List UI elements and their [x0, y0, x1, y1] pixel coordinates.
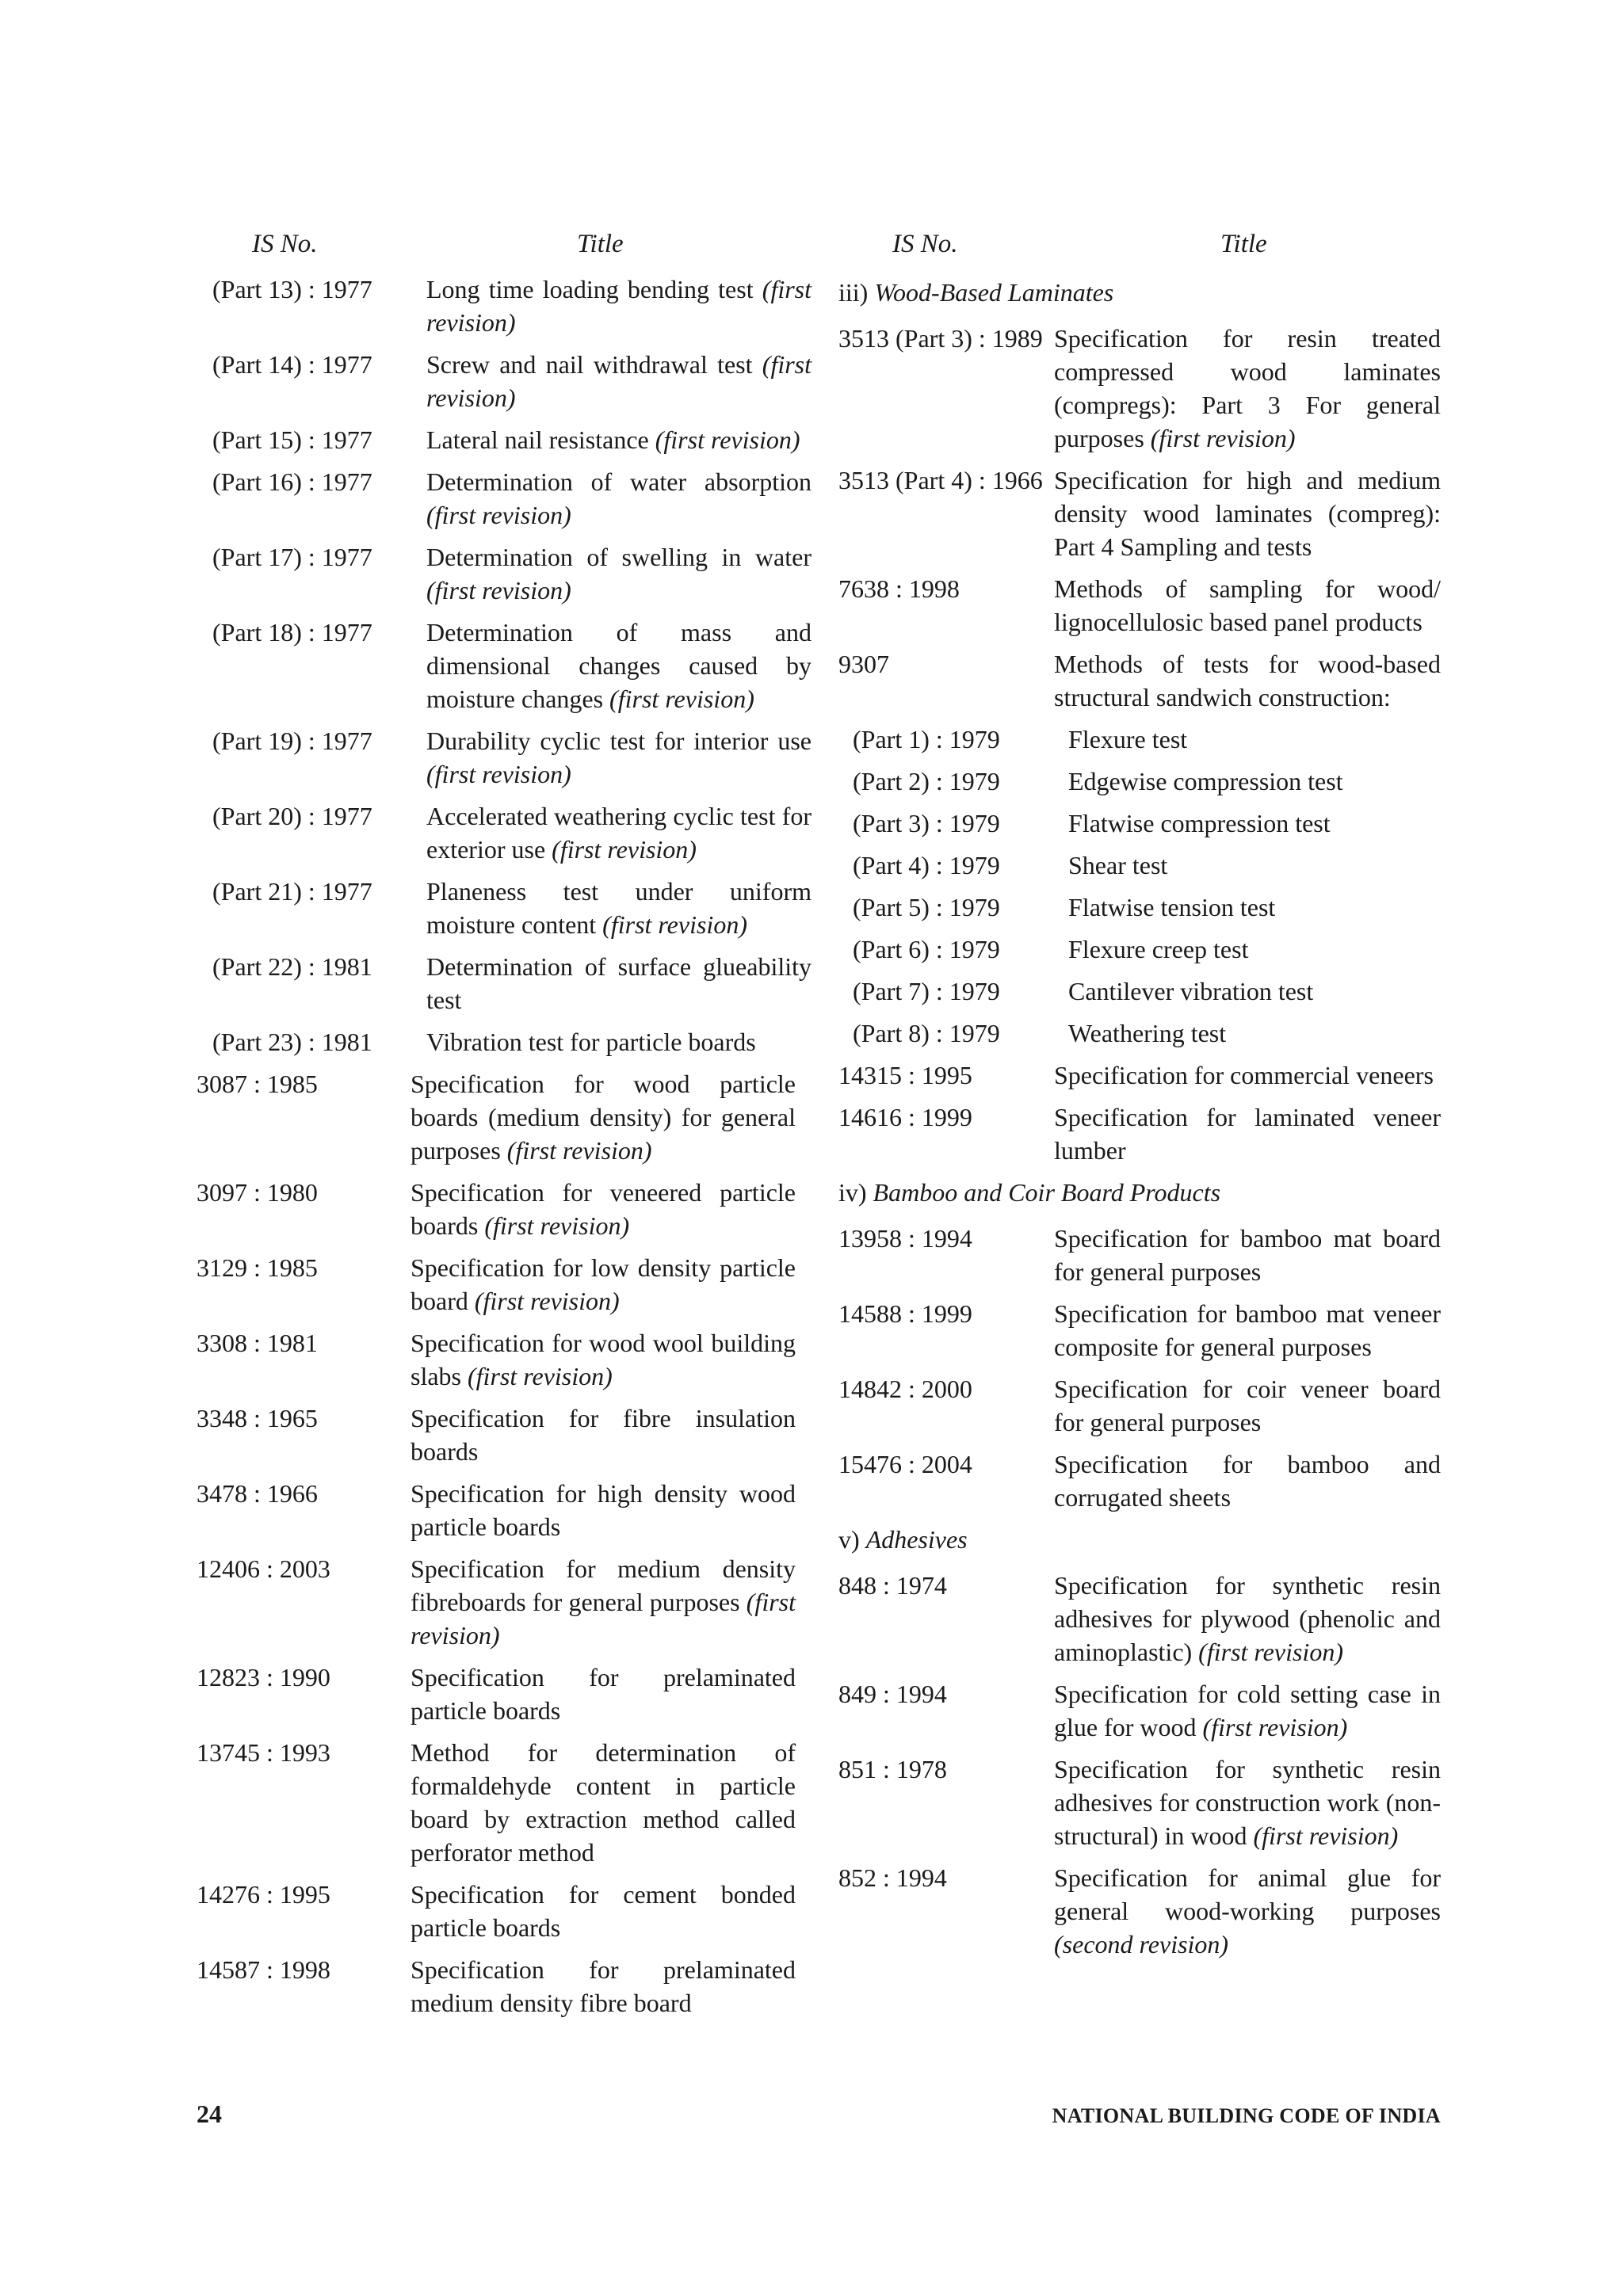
standard-title [1054, 1677, 1441, 1744]
is-number: 14315 : 1995 [838, 1061, 972, 1089]
is-number: (Part 23) : 1981 [212, 1028, 372, 1056]
standard-title-text: Specification for veneered particle boards [411, 1178, 796, 1240]
standard-title-text: Specification for cold setting case in glue for wood [1054, 1680, 1441, 1741]
standard-row [197, 616, 812, 715]
is-number: (Part 2) : 1979 [853, 767, 1000, 795]
standard-title-text: Specification for synthetic resin adhesives for plywood (phenolic and aminoplastic) [1054, 1571, 1441, 1666]
standard-title [1054, 1372, 1441, 1439]
standard-row [197, 875, 812, 941]
right-column [838, 230, 1441, 1970]
standard-row [838, 463, 1441, 563]
standard-title-text: Cantilever vibration test [1068, 977, 1314, 1005]
is-number: 13958 : 1994 [838, 1224, 972, 1253]
standard-title [1054, 322, 1441, 455]
standard-row [197, 1326, 796, 1393]
standard-title-text: Weathering test [1068, 1019, 1227, 1047]
standard-title [411, 1176, 796, 1242]
standard-title-text: Planeness test under uniform moisture content [426, 877, 812, 939]
standard-row [838, 974, 1441, 1008]
standard-row [197, 465, 812, 532]
standard-row [197, 1661, 796, 1727]
standard-title-text: Specification for laminated veneer lumber [1054, 1103, 1441, 1165]
standard-row [197, 423, 800, 456]
standard-title-text: Specification for wood wool building slabs [411, 1329, 796, 1390]
standard-row [838, 1677, 1441, 1744]
standard-title-text: Specification for cement bonded particle boards [411, 1880, 796, 1942]
standard-title [1054, 1861, 1441, 1961]
standard-title [1054, 1569, 1441, 1669]
standard-title [1068, 891, 1455, 924]
standard-title-text: Specification for bamboo mat board for general purposes [1054, 1224, 1441, 1286]
standard-row [197, 273, 812, 339]
standard-title-text: Specification for bamboo and corrugated sheets [1054, 1450, 1441, 1512]
standard-row [197, 724, 812, 791]
standard-title-text: Determination of surface glueability test [426, 952, 812, 1014]
is-number: 3513 (Part 3) : 1989 [838, 324, 1043, 353]
is-number: (Part 17) : 1977 [212, 543, 372, 571]
standard-title-text: Specification for commercial veneers [1054, 1061, 1434, 1089]
standard-title-text: Methods of tests for wood-based structural sandwich construction: [1054, 650, 1441, 711]
standard-title [1068, 723, 1455, 756]
is-number: (Part 14) : 1977 [212, 350, 372, 379]
standard-row [838, 1372, 1441, 1439]
is-number: 14276 : 1995 [197, 1880, 330, 1909]
revision-note: (first revision) [655, 425, 800, 454]
standard-row [838, 1016, 1441, 1050]
standard-row [197, 1953, 796, 2019]
standard-title [411, 1326, 796, 1393]
is-number: 15476 : 2004 [838, 1450, 972, 1478]
standard-title [1054, 1297, 1441, 1363]
is-number: 848 : 1974 [838, 1571, 947, 1600]
standard-title [426, 540, 812, 607]
section-number: iv) [838, 1178, 867, 1207]
standard-row [197, 1552, 796, 1652]
is-number: (Part 3) : 1979 [853, 809, 1000, 837]
standard-title [426, 1025, 812, 1058]
standard-row [197, 1176, 796, 1242]
standard-row [838, 1861, 1441, 1961]
revision-note: (first revision) [474, 1287, 620, 1315]
is-number: 852 : 1994 [838, 1863, 947, 1892]
is-number: 12823 : 1990 [197, 1663, 330, 1691]
is-number: (Part 20) : 1977 [212, 802, 372, 830]
standard-title [426, 950, 812, 1016]
standard-title [1068, 974, 1455, 1008]
standard-title [1068, 1016, 1455, 1050]
section-name: Wood-Based Laminates [874, 278, 1114, 307]
standard-row [838, 572, 1441, 639]
is-number: (Part 13) : 1977 [212, 275, 372, 303]
standard-row [838, 891, 1441, 924]
header-title: Title [577, 230, 624, 258]
standard-title-text: Flatwise compression test [1068, 809, 1331, 837]
revision-note: (first revision) [426, 501, 571, 529]
standard-title-text: Specification for medium density fibreboards for general purposes [411, 1554, 796, 1616]
standard-title [411, 1402, 796, 1468]
standard-title [426, 799, 812, 866]
left-column-header [197, 230, 796, 273]
revision-note: (first revision) [609, 685, 754, 713]
standard-title-text: Accelerated weathering cyclic test for exterior use [426, 802, 812, 864]
standard-title [411, 1251, 796, 1318]
standard-title-text: Vibration test for particle boards [426, 1028, 756, 1056]
standard-row [838, 322, 1441, 455]
standard-title-text: Flexure creep test [1068, 935, 1249, 963]
is-number: 3129 : 1985 [197, 1253, 318, 1282]
standard-title-text: Specification for prelaminated medium density fibre board [411, 1955, 796, 2017]
standard-title [411, 1878, 796, 1944]
revision-note: (first revision) [506, 1136, 652, 1165]
standard-title-text: Specification for synthetic resin adhesives for construction work (non-structural) in wood [1054, 1755, 1441, 1850]
standard-title-text: Specification for high density wood particle boards [411, 1479, 796, 1541]
standard-title-text: Methods of sampling for wood/ lignocellulosic based panel products [1054, 574, 1441, 636]
standard-row [838, 807, 1441, 840]
revision-note: (first revision) [426, 760, 571, 788]
standard-title-text: Screw and nail withdrawal test [426, 350, 753, 379]
standard-title-text: Long time loading bending test [426, 275, 754, 303]
standard-title [1068, 807, 1455, 840]
is-number: 3308 : 1981 [197, 1329, 318, 1357]
standard-title [1068, 849, 1455, 882]
standard-title [1054, 1100, 1441, 1167]
header-is-no: IS No. [892, 230, 958, 258]
standard-row [838, 723, 1441, 756]
is-number: 14587 : 1998 [197, 1955, 330, 1984]
standard-title [1054, 1222, 1441, 1288]
revision-note: (first revision) [484, 1211, 630, 1240]
standard-title [426, 348, 812, 414]
is-number: 12406 : 2003 [197, 1554, 330, 1583]
standard-title [426, 724, 812, 791]
is-number: 3513 (Part 4) : 1966 [838, 466, 1043, 494]
is-number: 9307 [838, 650, 889, 678]
right-column-header [838, 230, 1441, 273]
revision-note: (first revision) [411, 1588, 796, 1650]
right-standards-list [838, 276, 1441, 1961]
section-heading [838, 1523, 1441, 1556]
is-number: 14588 : 1999 [838, 1299, 972, 1328]
standard-title [426, 616, 812, 715]
standard-title [426, 273, 812, 339]
is-number: (Part 18) : 1977 [212, 618, 372, 646]
header-is-no: IS No. [252, 230, 318, 258]
is-number: (Part 19) : 1977 [212, 727, 372, 755]
standard-row [838, 1058, 1441, 1092]
standard-row [197, 1878, 796, 1944]
standard-title [1054, 647, 1441, 714]
standard-title-text: Determination of swelling in water [426, 543, 812, 571]
standard-title-text: Specification for high and medium density wood laminates (compreg): Part 4 Sampling and tests [1054, 466, 1441, 561]
left-standards-list [197, 273, 812, 2019]
standard-row [197, 950, 812, 1016]
standard-title-text: Specification for coir veneer board for general purposes [1054, 1375, 1441, 1436]
standard-title-text: Edgewise compression test [1068, 767, 1343, 795]
standard-row [838, 647, 1441, 714]
standard-row [838, 933, 1441, 966]
is-number: 849 : 1994 [838, 1680, 947, 1708]
header-title: Title [1220, 230, 1267, 258]
standard-row [838, 1100, 1441, 1167]
standard-row [197, 1477, 796, 1543]
standard-title [426, 465, 812, 532]
standard-title-text: Determination of mass and dimensional changes caused by moisture changes [426, 618, 812, 713]
is-number: 851 : 1978 [838, 1755, 947, 1783]
revision-note: (first revision) [426, 275, 812, 337]
standard-title [411, 1552, 796, 1652]
standard-title [1054, 463, 1441, 563]
is-number: 3097 : 1980 [197, 1178, 318, 1207]
standard-row [197, 1025, 796, 1058]
revision-note: (first revision) [552, 835, 697, 864]
running-title: NATIONAL BUILDING CODE OF INDIA [1052, 2104, 1441, 2127]
standard-row [838, 1569, 1441, 1669]
standard-title-text: Specification for animal glue for general wood-working purposes [1054, 1863, 1441, 1925]
revision-note: (first revision) [1198, 1638, 1343, 1666]
standard-row [838, 765, 1441, 798]
left-column [197, 230, 812, 2028]
standard-row [197, 1736, 796, 1869]
revision-note: (first revision) [1253, 1821, 1399, 1850]
standard-title-text: Durability cyclic test for interior use [426, 727, 812, 755]
standard-row [197, 799, 812, 866]
standard-title [1054, 1447, 1441, 1514]
standard-row [838, 1753, 1441, 1852]
standard-title-text: Specification for bamboo mat veneer composite for general purposes [1054, 1299, 1441, 1361]
standard-title-text: Method for determination of formaldehyde content in particle board by extraction method called perforator method [411, 1738, 796, 1867]
standard-title-text: Specification for resin treated compressed wood laminates (compregs): Part 3 For general purposes [1054, 324, 1441, 452]
standard-title [1068, 765, 1455, 798]
standard-row [838, 1297, 1441, 1363]
standard-row [197, 1402, 796, 1468]
standard-title-text: Flatwise tension test [1068, 893, 1276, 921]
is-number: (Part 5) : 1979 [853, 893, 1000, 921]
is-number: 14616 : 1999 [838, 1103, 972, 1131]
page-footer [197, 2100, 1441, 2131]
standard-title [411, 1477, 796, 1543]
standard-title [1054, 572, 1441, 639]
standard-title [411, 1661, 796, 1727]
standard-row [197, 1251, 796, 1318]
standard-row [838, 1447, 1441, 1514]
standard-title [411, 1953, 796, 2019]
revision-note: (first revision) [468, 1362, 613, 1390]
standard-title-text: Lateral nail resistance [426, 425, 649, 454]
standard-row [838, 849, 1441, 882]
standard-title-text: Specification for low density particle board [411, 1253, 796, 1315]
standard-row [197, 1067, 796, 1167]
is-number: (Part 8) : 1979 [853, 1019, 1000, 1047]
revision-note: (first revision) [602, 910, 747, 939]
section-name: Bamboo and Coir Board Products [873, 1178, 1221, 1207]
section-heading [838, 1176, 1441, 1209]
is-number: (Part 22) : 1981 [212, 952, 372, 981]
is-number: (Part 7) : 1979 [853, 977, 1000, 1005]
is-number: 13745 : 1993 [197, 1738, 330, 1767]
is-number: (Part 4) : 1979 [853, 851, 1000, 879]
revision-note: (second revision) [1054, 1930, 1229, 1958]
standard-title [1054, 1753, 1441, 1852]
standard-title-text: Specification for wood particle boards (medium density) for general purposes [411, 1070, 796, 1165]
standard-title-text: Specification for fibre insulation boards [411, 1404, 796, 1466]
is-number: (Part 15) : 1977 [212, 425, 372, 454]
standard-title-text: Determination of water absorption [426, 467, 812, 496]
standard-row [197, 348, 812, 414]
revision-note: (first revision) [426, 576, 571, 605]
revision-note: (first revision) [1202, 1713, 1348, 1741]
standard-row [838, 1222, 1441, 1288]
is-number: (Part 16) : 1977 [212, 467, 372, 496]
standard-title [1054, 1058, 1441, 1092]
revision-note: (first revision) [1150, 424, 1296, 452]
standard-title-text: Specification for prelaminated particle boards [411, 1663, 796, 1725]
standard-title-text: Flexure test [1068, 725, 1188, 753]
section-number: iii) [838, 278, 869, 307]
is-number: 3478 : 1966 [197, 1479, 318, 1508]
standard-title-text: Shear test [1068, 851, 1168, 879]
is-number: 14842 : 2000 [838, 1375, 972, 1403]
is-number: (Part 1) : 1979 [853, 725, 1000, 753]
standard-title [411, 1067, 796, 1167]
section-name: Adhesives [865, 1525, 968, 1554]
is-number: (Part 6) : 1979 [853, 935, 1000, 963]
standard-title [426, 875, 812, 941]
standard-title [1068, 933, 1455, 966]
is-number: 3087 : 1985 [197, 1070, 318, 1098]
section-heading [838, 276, 1441, 309]
revision-note: (first revision) [426, 350, 812, 412]
standard-title [411, 1736, 796, 1869]
standard-row [197, 540, 812, 607]
is-number: (Part 21) : 1977 [212, 877, 372, 906]
page-number: 24 [197, 2100, 222, 2128]
section-number: v) [838, 1525, 860, 1554]
standard-title [426, 423, 812, 456]
is-number: 3348 : 1965 [197, 1404, 318, 1432]
is-number: 7638 : 1998 [838, 574, 960, 603]
